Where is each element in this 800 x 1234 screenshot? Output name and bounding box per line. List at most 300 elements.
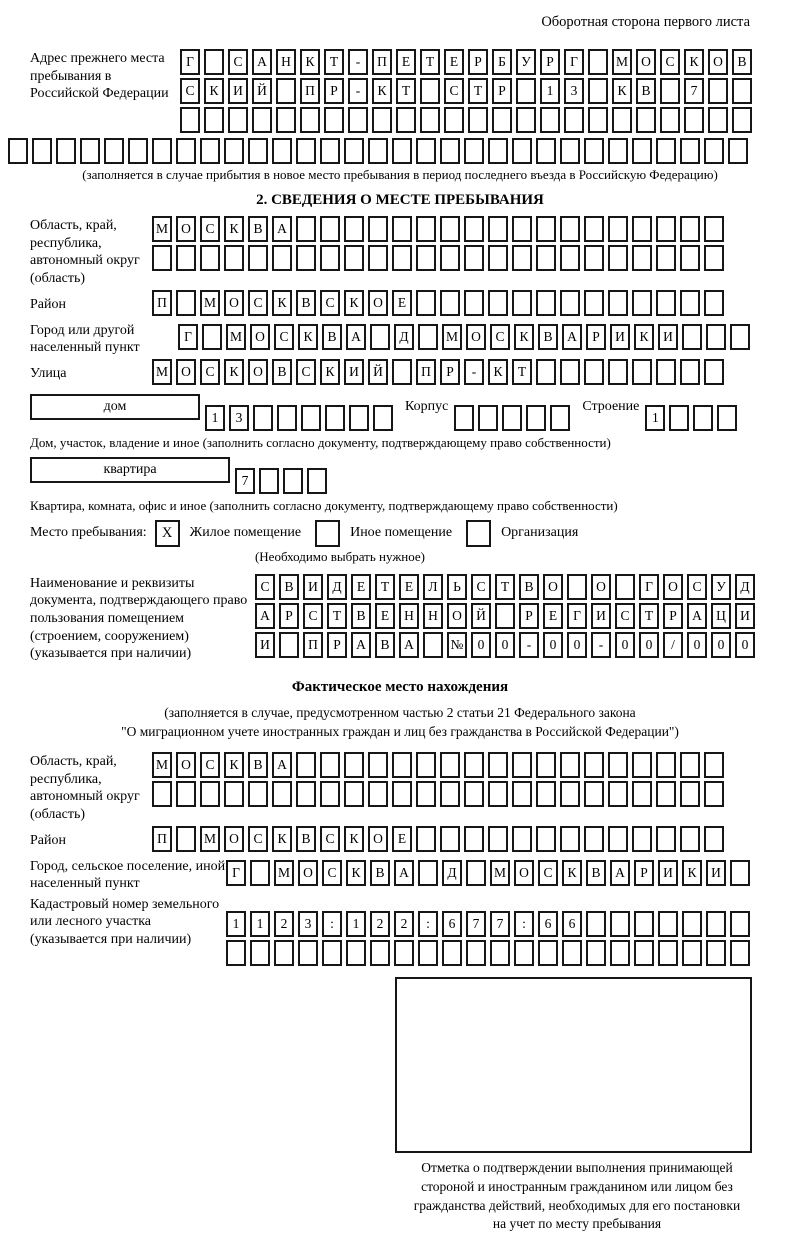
char-cell[interactable]: И xyxy=(706,860,726,886)
char-cell[interactable] xyxy=(536,752,556,778)
char-cell[interactable] xyxy=(440,781,460,807)
char-cell[interactable]: И xyxy=(228,78,248,104)
char-cell[interactable] xyxy=(259,468,279,494)
char-cell[interactable] xyxy=(634,911,654,937)
char-cell[interactable] xyxy=(276,107,296,133)
char-cell[interactable]: Г xyxy=(180,49,200,75)
char-cell[interactable] xyxy=(464,781,484,807)
char-cell[interactable] xyxy=(440,216,460,242)
char-cell[interactable] xyxy=(420,107,440,133)
char-cell[interactable] xyxy=(584,781,604,807)
char-cell[interactable]: 1 xyxy=(205,405,225,431)
char-cell[interactable]: В xyxy=(732,49,752,75)
char-cell[interactable]: Е xyxy=(351,574,371,600)
char-cell[interactable]: Р xyxy=(519,603,539,629)
char-cell[interactable] xyxy=(704,216,724,242)
char-cell[interactable] xyxy=(560,826,580,852)
char-cell[interactable]: 3 xyxy=(564,78,584,104)
char-cell[interactable]: К xyxy=(634,324,654,350)
char-cell[interactable]: А xyxy=(346,324,366,350)
char-cell[interactable]: А xyxy=(399,632,419,658)
char-cell[interactable] xyxy=(392,245,412,271)
char-cell[interactable]: 6 xyxy=(538,911,558,937)
char-cell[interactable]: - xyxy=(519,632,539,658)
char-cell[interactable]: 1 xyxy=(346,911,366,937)
char-cell[interactable] xyxy=(202,324,222,350)
char-cell[interactable] xyxy=(416,290,436,316)
char-cell[interactable]: А xyxy=(272,216,292,242)
char-cell[interactable] xyxy=(512,826,532,852)
char-cell[interactable]: О xyxy=(298,860,318,886)
char-cell[interactable]: В xyxy=(296,826,316,852)
char-cell[interactable] xyxy=(226,940,246,966)
char-cell[interactable] xyxy=(296,138,316,164)
char-cell[interactable]: Р xyxy=(440,359,460,385)
char-cell[interactable]: Т xyxy=(396,78,416,104)
char-cell[interactable]: Е xyxy=(399,574,419,600)
char-cell[interactable] xyxy=(658,911,678,937)
char-cell[interactable] xyxy=(276,78,296,104)
char-cell[interactable]: А xyxy=(562,324,582,350)
char-cell[interactable] xyxy=(730,324,750,350)
char-cell[interactable] xyxy=(588,78,608,104)
char-cell[interactable] xyxy=(152,138,172,164)
char-cell[interactable]: В xyxy=(322,324,342,350)
char-cell[interactable] xyxy=(272,781,292,807)
char-cell[interactable]: К xyxy=(488,359,508,385)
char-cell[interactable]: М xyxy=(152,359,172,385)
char-cell[interactable]: А xyxy=(272,752,292,778)
char-cell[interactable] xyxy=(373,405,393,431)
char-cell[interactable] xyxy=(632,138,652,164)
char-cell[interactable] xyxy=(80,138,100,164)
char-cell[interactable] xyxy=(704,245,724,271)
char-cell[interactable]: 1 xyxy=(250,911,270,937)
char-cell[interactable] xyxy=(416,781,436,807)
char-cell[interactable] xyxy=(656,359,676,385)
char-cell[interactable]: К xyxy=(272,826,292,852)
char-cell[interactable] xyxy=(464,245,484,271)
char-cell[interactable]: 0 xyxy=(495,632,515,658)
char-cell[interactable]: С xyxy=(248,290,268,316)
char-cell[interactable]: С xyxy=(660,49,680,75)
char-cell[interactable] xyxy=(176,138,196,164)
char-cell[interactable] xyxy=(324,107,344,133)
char-cell[interactable]: И xyxy=(658,324,678,350)
char-cell[interactable] xyxy=(656,752,676,778)
char-cell[interactable] xyxy=(440,245,460,271)
char-cell[interactable]: М xyxy=(490,860,510,886)
char-cell[interactable] xyxy=(704,781,724,807)
char-cell[interactable]: 7 xyxy=(684,78,704,104)
char-cell[interactable]: В xyxy=(248,752,268,778)
char-cell[interactable] xyxy=(656,826,676,852)
char-cell[interactable] xyxy=(632,781,652,807)
char-cell[interactable]: Т xyxy=(327,603,347,629)
char-cell[interactable]: С xyxy=(255,574,275,600)
char-cell[interactable] xyxy=(464,752,484,778)
char-cell[interactable]: О xyxy=(368,826,388,852)
char-cell[interactable] xyxy=(423,632,443,658)
char-cell[interactable] xyxy=(468,107,488,133)
char-cell[interactable]: В xyxy=(279,574,299,600)
char-cell[interactable] xyxy=(488,752,508,778)
char-cell[interactable] xyxy=(682,911,702,937)
char-cell[interactable] xyxy=(728,138,748,164)
char-cell[interactable] xyxy=(632,290,652,316)
char-cell[interactable]: С xyxy=(248,826,268,852)
char-cell[interactable] xyxy=(368,245,388,271)
char-cell[interactable] xyxy=(608,216,628,242)
char-cell[interactable] xyxy=(200,138,220,164)
char-cell[interactable]: К xyxy=(514,324,534,350)
char-cell[interactable] xyxy=(536,826,556,852)
char-cell[interactable] xyxy=(680,138,700,164)
char-cell[interactable]: О xyxy=(368,290,388,316)
char-cell[interactable]: С xyxy=(490,324,510,350)
char-cell[interactable] xyxy=(704,359,724,385)
char-cell[interactable]: Е xyxy=(396,49,416,75)
char-cell[interactable] xyxy=(349,405,369,431)
char-cell[interactable] xyxy=(368,138,388,164)
char-cell[interactable] xyxy=(536,359,556,385)
char-cell[interactable] xyxy=(204,49,224,75)
char-cell[interactable]: Т xyxy=(639,603,659,629)
char-cell[interactable] xyxy=(152,781,172,807)
char-cell[interactable]: 0 xyxy=(567,632,587,658)
char-cell[interactable] xyxy=(322,940,342,966)
char-cell[interactable] xyxy=(584,290,604,316)
char-cell[interactable] xyxy=(708,78,728,104)
char-cell[interactable] xyxy=(224,138,244,164)
char-cell[interactable]: В xyxy=(586,860,606,886)
char-cell[interactable] xyxy=(301,405,321,431)
char-cell[interactable]: О xyxy=(176,752,196,778)
char-cell[interactable]: А xyxy=(252,49,272,75)
char-cell[interactable]: С xyxy=(322,860,342,886)
char-cell[interactable] xyxy=(488,781,508,807)
char-cell[interactable]: С xyxy=(296,359,316,385)
char-cell[interactable] xyxy=(300,107,320,133)
char-cell[interactable] xyxy=(248,138,268,164)
char-cell[interactable]: М xyxy=(152,216,172,242)
char-cell[interactable]: И xyxy=(658,860,678,886)
char-cell[interactable]: П xyxy=(152,826,172,852)
char-cell[interactable] xyxy=(656,781,676,807)
char-cell[interactable] xyxy=(584,359,604,385)
char-cell[interactable] xyxy=(730,940,750,966)
char-cell[interactable] xyxy=(272,245,292,271)
char-cell[interactable] xyxy=(488,216,508,242)
char-cell[interactable] xyxy=(416,216,436,242)
char-cell[interactable] xyxy=(416,245,436,271)
char-cell[interactable] xyxy=(732,107,752,133)
char-cell[interactable]: К xyxy=(224,752,244,778)
char-cell[interactable]: Г xyxy=(639,574,659,600)
char-cell[interactable] xyxy=(693,405,713,431)
char-cell[interactable]: Г xyxy=(564,49,584,75)
char-cell[interactable] xyxy=(104,138,124,164)
char-cell[interactable]: К xyxy=(300,49,320,75)
char-cell[interactable]: В xyxy=(248,216,268,242)
char-cell[interactable] xyxy=(608,752,628,778)
char-cell[interactable]: Т xyxy=(468,78,488,104)
char-cell[interactable] xyxy=(660,78,680,104)
char-cell[interactable] xyxy=(440,138,460,164)
char-cell[interactable] xyxy=(682,324,702,350)
char-cell[interactable]: С xyxy=(471,574,491,600)
char-cell[interactable] xyxy=(418,324,438,350)
char-cell[interactable]: Й xyxy=(368,359,388,385)
char-cell[interactable] xyxy=(307,468,327,494)
char-cell[interactable] xyxy=(466,940,486,966)
char-cell[interactable] xyxy=(440,290,460,316)
char-cell[interactable] xyxy=(632,216,652,242)
char-cell[interactable] xyxy=(464,290,484,316)
char-cell[interactable] xyxy=(283,468,303,494)
char-cell[interactable]: К xyxy=(682,860,702,886)
char-cell[interactable] xyxy=(176,781,196,807)
char-cell[interactable] xyxy=(370,324,390,350)
char-cell[interactable] xyxy=(536,138,556,164)
char-cell[interactable]: П xyxy=(152,290,172,316)
char-cell[interactable] xyxy=(608,359,628,385)
char-cell[interactable] xyxy=(632,752,652,778)
char-cell[interactable] xyxy=(536,216,556,242)
char-cell[interactable]: К xyxy=(224,359,244,385)
char-cell[interactable] xyxy=(454,405,474,431)
char-cell[interactable] xyxy=(560,290,580,316)
char-cell[interactable] xyxy=(706,324,726,350)
char-cell[interactable] xyxy=(536,781,556,807)
char-cell[interactable]: Р xyxy=(324,78,344,104)
char-cell[interactable] xyxy=(682,940,702,966)
char-cell[interactable] xyxy=(344,245,364,271)
char-cell[interactable]: К xyxy=(344,290,364,316)
char-cell[interactable]: С xyxy=(687,574,707,600)
char-cell[interactable]: 7 xyxy=(466,911,486,937)
char-cell[interactable] xyxy=(279,632,299,658)
char-cell[interactable] xyxy=(442,940,462,966)
char-cell[interactable] xyxy=(32,138,52,164)
char-cell[interactable] xyxy=(176,245,196,271)
char-cell[interactable] xyxy=(392,752,412,778)
char-cell[interactable]: К xyxy=(346,860,366,886)
char-cell[interactable] xyxy=(368,781,388,807)
char-cell[interactable]: К xyxy=(612,78,632,104)
char-cell[interactable] xyxy=(320,138,340,164)
char-cell[interactable]: С xyxy=(180,78,200,104)
char-cell[interactable] xyxy=(296,752,316,778)
char-cell[interactable] xyxy=(180,107,200,133)
char-cell[interactable] xyxy=(704,752,724,778)
char-cell[interactable]: Д xyxy=(735,574,755,600)
char-cell[interactable] xyxy=(495,603,515,629)
char-cell[interactable]: К xyxy=(562,860,582,886)
char-cell[interactable]: В xyxy=(370,860,390,886)
char-cell[interactable] xyxy=(680,781,700,807)
char-cell[interactable]: Й xyxy=(252,78,272,104)
char-cell[interactable]: О xyxy=(708,49,728,75)
char-cell[interactable]: О xyxy=(636,49,656,75)
char-cell[interactable] xyxy=(516,78,536,104)
char-cell[interactable] xyxy=(416,826,436,852)
char-cell[interactable]: 1 xyxy=(540,78,560,104)
char-cell[interactable]: Р xyxy=(634,860,654,886)
char-cell[interactable] xyxy=(274,940,294,966)
char-cell[interactable]: Т xyxy=(420,49,440,75)
char-cell[interactable]: М xyxy=(200,826,220,852)
char-cell[interactable]: : xyxy=(418,911,438,937)
char-cell[interactable]: Н xyxy=(399,603,419,629)
char-cell[interactable] xyxy=(346,940,366,966)
char-cell[interactable] xyxy=(152,245,172,271)
char-cell[interactable]: П xyxy=(416,359,436,385)
char-cell[interactable] xyxy=(704,826,724,852)
char-cell[interactable] xyxy=(277,405,297,431)
char-cell[interactable] xyxy=(372,107,392,133)
char-cell[interactable] xyxy=(706,911,726,937)
char-cell[interactable]: У xyxy=(711,574,731,600)
char-cell[interactable] xyxy=(584,216,604,242)
char-cell[interactable] xyxy=(344,216,364,242)
char-cell[interactable]: Г xyxy=(226,860,246,886)
char-cell[interactable] xyxy=(608,138,628,164)
char-cell[interactable] xyxy=(512,216,532,242)
char-cell[interactable]: 7 xyxy=(490,911,510,937)
char-cell[interactable] xyxy=(492,107,512,133)
char-cell[interactable]: С xyxy=(274,324,294,350)
char-cell[interactable]: В xyxy=(296,290,316,316)
apartment-type-box[interactable]: квартира xyxy=(30,457,230,483)
char-cell[interactable]: Е xyxy=(375,603,395,629)
char-cell[interactable] xyxy=(586,940,606,966)
char-cell[interactable] xyxy=(636,107,656,133)
char-cell[interactable] xyxy=(416,752,436,778)
char-cell[interactable] xyxy=(250,860,270,886)
char-cell[interactable] xyxy=(464,826,484,852)
char-cell[interactable]: Р xyxy=(327,632,347,658)
char-cell[interactable]: О xyxy=(543,574,563,600)
char-cell[interactable]: К xyxy=(372,78,392,104)
char-cell[interactable] xyxy=(464,138,484,164)
char-cell[interactable] xyxy=(586,911,606,937)
char-cell[interactable]: С xyxy=(320,826,340,852)
char-cell[interactable]: Д xyxy=(442,860,462,886)
char-cell[interactable]: Р xyxy=(586,324,606,350)
char-cell[interactable]: Е xyxy=(392,290,412,316)
char-cell[interactable] xyxy=(325,405,345,431)
char-cell[interactable] xyxy=(656,216,676,242)
char-cell[interactable] xyxy=(296,781,316,807)
char-cell[interactable]: М xyxy=(226,324,246,350)
stay-type-checkbox-organization[interactable] xyxy=(466,520,491,547)
char-cell[interactable] xyxy=(632,826,652,852)
char-cell[interactable] xyxy=(392,138,412,164)
char-cell[interactable]: К xyxy=(272,290,292,316)
char-cell[interactable] xyxy=(680,359,700,385)
char-cell[interactable]: И xyxy=(344,359,364,385)
char-cell[interactable] xyxy=(584,245,604,271)
char-cell[interactable]: К xyxy=(298,324,318,350)
char-cell[interactable]: А xyxy=(687,603,707,629)
char-cell[interactable]: Р xyxy=(279,603,299,629)
char-cell[interactable] xyxy=(320,781,340,807)
char-cell[interactable]: П xyxy=(372,49,392,75)
char-cell[interactable] xyxy=(512,781,532,807)
char-cell[interactable]: В xyxy=(538,324,558,350)
char-cell[interactable]: В xyxy=(375,632,395,658)
char-cell[interactable] xyxy=(320,752,340,778)
char-cell[interactable]: О xyxy=(224,290,244,316)
char-cell[interactable] xyxy=(540,107,560,133)
char-cell[interactable] xyxy=(488,290,508,316)
char-cell[interactable] xyxy=(392,359,412,385)
char-cell[interactable]: С xyxy=(200,216,220,242)
char-cell[interactable]: М xyxy=(274,860,294,886)
char-cell[interactable]: М xyxy=(442,324,462,350)
char-cell[interactable]: 0 xyxy=(543,632,563,658)
char-cell[interactable] xyxy=(706,940,726,966)
char-cell[interactable] xyxy=(632,245,652,271)
char-cell[interactable]: Р xyxy=(663,603,683,629)
char-cell[interactable] xyxy=(440,752,460,778)
char-cell[interactable] xyxy=(608,781,628,807)
char-cell[interactable] xyxy=(658,940,678,966)
char-cell[interactable] xyxy=(514,940,534,966)
char-cell[interactable] xyxy=(560,138,580,164)
char-cell[interactable] xyxy=(560,216,580,242)
char-cell[interactable]: К xyxy=(344,826,364,852)
char-cell[interactable]: Т xyxy=(324,49,344,75)
char-cell[interactable]: О xyxy=(447,603,467,629)
char-cell[interactable] xyxy=(560,245,580,271)
char-cell[interactable]: Е xyxy=(444,49,464,75)
char-cell[interactable]: - xyxy=(591,632,611,658)
char-cell[interactable] xyxy=(560,781,580,807)
char-cell[interactable] xyxy=(732,78,752,104)
char-cell[interactable]: Г xyxy=(178,324,198,350)
char-cell[interactable]: Г xyxy=(567,603,587,629)
stay-type-checkbox-other[interactable] xyxy=(315,520,340,547)
char-cell[interactable] xyxy=(512,752,532,778)
char-cell[interactable]: Т xyxy=(512,359,532,385)
char-cell[interactable]: Б xyxy=(492,49,512,75)
char-cell[interactable]: 0 xyxy=(687,632,707,658)
char-cell[interactable] xyxy=(615,574,635,600)
char-cell[interactable]: К xyxy=(204,78,224,104)
char-cell[interactable] xyxy=(608,245,628,271)
char-cell[interactable] xyxy=(680,245,700,271)
char-cell[interactable]: Й xyxy=(471,603,491,629)
char-cell[interactable]: С xyxy=(615,603,635,629)
char-cell[interactable] xyxy=(320,245,340,271)
char-cell[interactable] xyxy=(368,752,388,778)
char-cell[interactable] xyxy=(516,107,536,133)
char-cell[interactable] xyxy=(512,245,532,271)
char-cell[interactable]: И xyxy=(610,324,630,350)
char-cell[interactable]: 3 xyxy=(229,405,249,431)
char-cell[interactable]: 0 xyxy=(639,632,659,658)
char-cell[interactable] xyxy=(684,107,704,133)
char-cell[interactable]: В xyxy=(636,78,656,104)
char-cell[interactable] xyxy=(394,940,414,966)
char-cell[interactable] xyxy=(512,290,532,316)
char-cell[interactable] xyxy=(416,138,436,164)
char-cell[interactable]: - xyxy=(348,78,368,104)
char-cell[interactable] xyxy=(478,405,498,431)
char-cell[interactable]: О xyxy=(514,860,534,886)
